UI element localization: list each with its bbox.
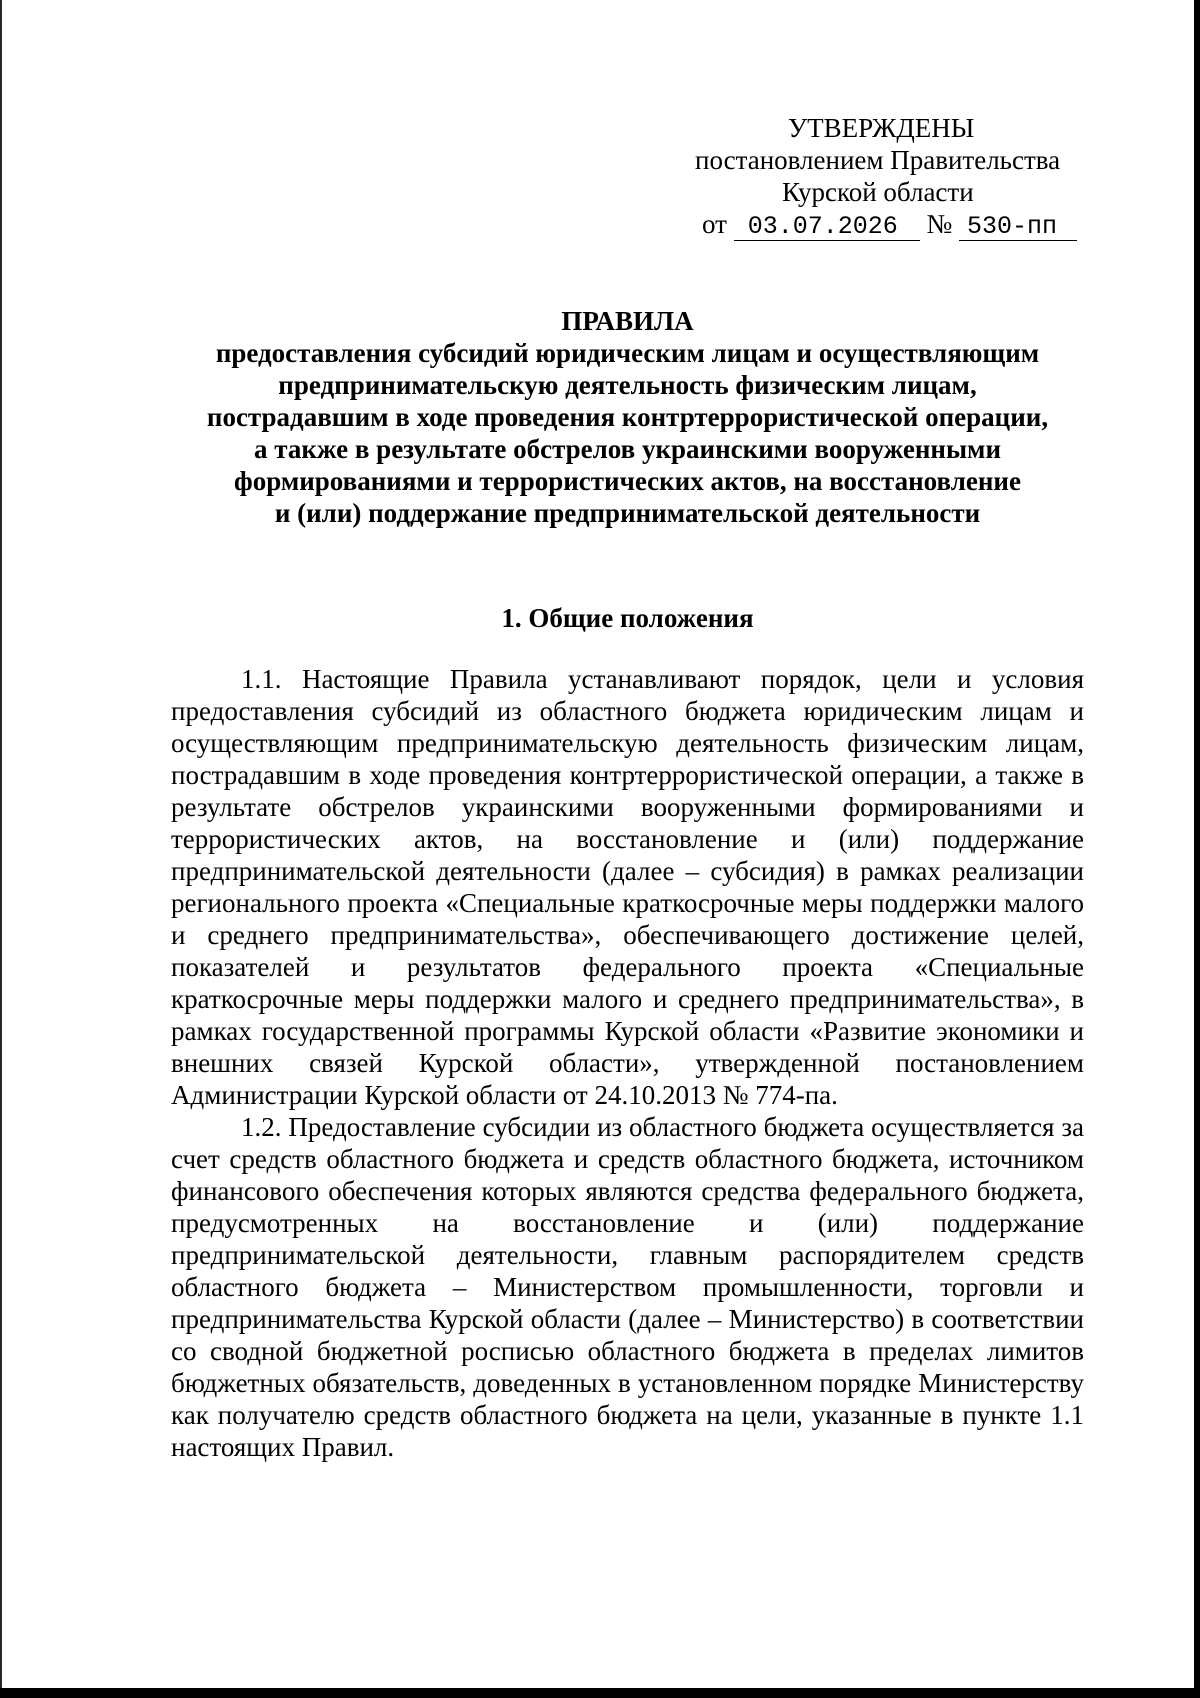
- approval-issuer: постановлением Правительства: [695, 145, 1061, 175]
- date-prefix: от: [702, 209, 727, 239]
- approval-heading: УТВЕРЖДЕНЫ: [788, 113, 975, 143]
- title-line: а также в результате обстрелов украинскими вооруженными: [254, 434, 1001, 464]
- title-line: предпринимательскую деятельность физическим лицам,: [278, 370, 977, 400]
- approval-stamp: [690, 112, 1090, 241]
- scan-left-edge: [0, 0, 2, 1698]
- number-prefix: №: [926, 209, 953, 239]
- scan-right-edge: [1194, 0, 1200, 1698]
- section-body: [171, 663, 1084, 1463]
- title-line: предоставления субсидий юридическим лицам и осуществляющим: [215, 338, 1040, 368]
- document-title: [160, 305, 1095, 529]
- title-line: формированиями и террористических актов, на восстановление: [234, 466, 1021, 496]
- paragraph-1-2: 1.2. Предоставление субсидии из областного бюджета осуществляется за счет средств областного бюджета и средств областного бюджета, источником финансового обеспечения которых являются средства федерального бюджета, предусмотренных на восстановление и (или) поддержание предпринимательской деятельности, главным распорядителем средств областного бюджета – Министерством промышленности, торговли и предпринимательства Курской области (далее – Министерство) в соответствии со сводной бюджетной росписью областного бюджета в пределах лимитов бюджетных обязательств, доведенных в установленном порядке Министерству как получателю средств областного бюджета на цели, указанные в пункте 1.1 настоящих Правил.: [171, 1112, 1084, 1462]
- scan-bottom-edge: [0, 1688, 1200, 1698]
- title-line: и (или) поддержание предпринимательской деятельности: [274, 498, 981, 528]
- title-line: пострадавшим в ходе проведения контртеррористической операции,: [206, 402, 1049, 432]
- approval-date: 03.07.2026: [734, 213, 920, 241]
- approval-region: Курской области: [782, 177, 974, 207]
- approval-date-line: [690, 208, 1090, 241]
- title-main: ПРАВИЛА: [561, 306, 694, 336]
- section-heading: 1. Общие положения: [501, 603, 754, 633]
- approval-number: 530-пп: [959, 213, 1077, 241]
- paragraph-1-1: 1.1. Настоящие Правила устанавливают порядок, цели и условия предоставления субсидий из областного бюджета юридическим лицам и осуществляющим предпринимательскую деятельность физическим лицам, пострадавшим в ходе проведения контртеррористической операции, а также в результате обстрелов украинскими вооруженными формированиями и террористических актов, на восстановление и (или) поддержание предпринимательской деятельности (далее – субсидия) в рамках реализации регионального проекта «Специальные краткосрочные меры поддержки малого и среднего предпринимательства», обеспечивающего достижение целей, показателей и результатов федерального проекта «Специальные краткосрочные меры поддержки малого и среднего предпринимательства», в рамках государственной программы Курской области «Развитие экономики и внешних связей Курской области», утвержденной постановлением Администрации Курской области от 24.10.2013 № 774-па.: [171, 664, 1084, 1110]
